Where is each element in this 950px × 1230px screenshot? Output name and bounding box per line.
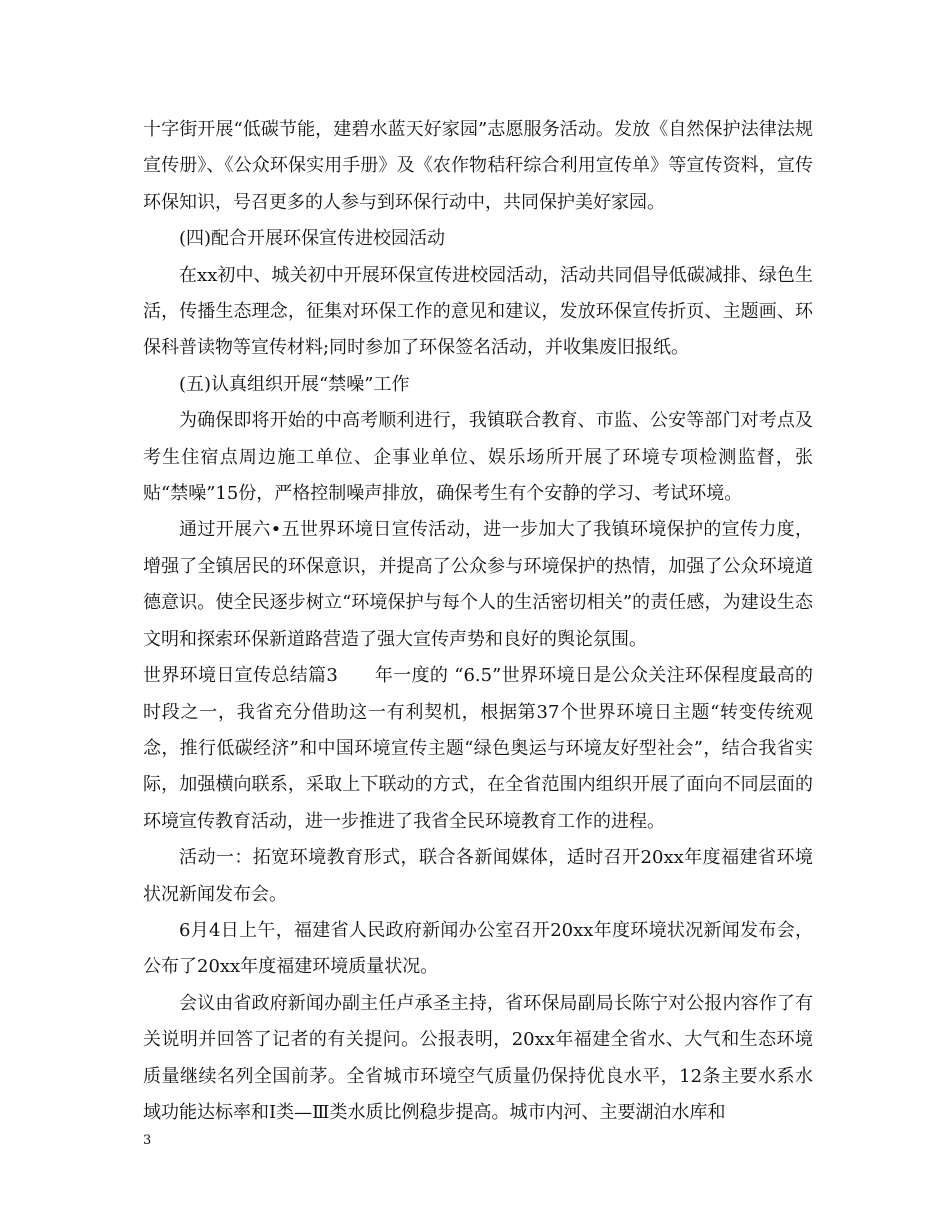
paragraph-noise-control: 为确保即将开始的中高考顺利进行，我镇联合教育、市监、公安等部门对考点及考生住宿点周边施工单位、企事业单位、娱乐场所开展了环境专项检测监督，张贴“禁噪”15份，严格控制噪声排放，确保考生有个安静的学习、考试环境。 — [143, 410, 813, 505]
paragraph-activity-one: 活动一：拓宽环境教育形式，联合各新闻媒体，适时召开20xx年度福建省环境状况新闻发布会。 — [143, 847, 813, 905]
paragraph-summary: 通过开展六•五世界环境日宣传活动，进一步加大了我镇环境保护的宣传力度，增强了全镇居民的环保意识，并提高了公众参与环境保护的热情，加强了公众环境道德意识。使全民逐步树立“环境保护与每个人的生活密切相关”的责任感，为建设生态文明和探索环保新道路营造了强大宣传声势和良好的舆论氛围。 — [143, 519, 813, 650]
paragraph-volunteer-activity: 十字街开展“低碳节能，建碧水蓝天好家园”志愿服务活动。发放《自然保护法律法规宣传册》、《公众环保实用手册》及《农作物秸秆综合利用宣传单》等宣传资料，宣传环保知识，号召更多的人参与到环保行动中，共同保护美好家园。 — [143, 119, 813, 213]
heading-noise-control: (五)认真组织开展“禁噪”工作 — [179, 373, 410, 395]
paragraph-section-3-intro: 世界环境日宣传总结篇3 年一度的 “6.5”世界环境日是公众关注环保程度最高的时段之一，我省充分借助这一有利契机，根据第37个世界环境日主题“转变传统观念，推行低碳经济”和中国环境宣传主题“绿色奥运与环境友好型社会”，结合我省实际，加强横向联系，采取上下联动的方式，在全省范围内组织开展了面向不同层面的环境宣传教育活动，进一步推进了我省全民环境教育工作的进程。 — [143, 665, 813, 832]
paragraph-press-conference: 6月4日上午，福建省人民政府新闻办公室召开20xx年度环境状况新闻发布会，公布了20xx年度福建环境质量状况。 — [143, 919, 813, 978]
heading-campus-campaign: (四)配合开展环保宣传进校园活动 — [179, 228, 446, 250]
paragraph-meeting-details: 会议由省政府新闻办副主任卢承圣主持，省环保局副局长陈宁对公报内容作了有关说明并回答了记者的有关提问。公报表明，20xx年福建全省水、大气和生态环境质量继续名列全国前茅。全省城市环境空气质量仍保持优良水平，12条主要水系水域功能达标率和Ⅰ类—Ⅲ类水质比例稳步提高。城市内河、主要湖泊水库和 — [143, 992, 813, 1123]
document-body — [143, 112, 813, 1131]
paragraph-campus-campaign: 在xx初中、城关初中开展环保宣传进校园活动，活动共同倡导低碳减排、绿色生活，传播生态理念，征集对环保工作的意见和建议，发放环保宣传折页、主题画、环保科普读物等宣传材料;同时参加了环保签名活动，并收集废旧报纸。 — [143, 264, 813, 359]
page-number: 3 — [143, 1133, 152, 1148]
